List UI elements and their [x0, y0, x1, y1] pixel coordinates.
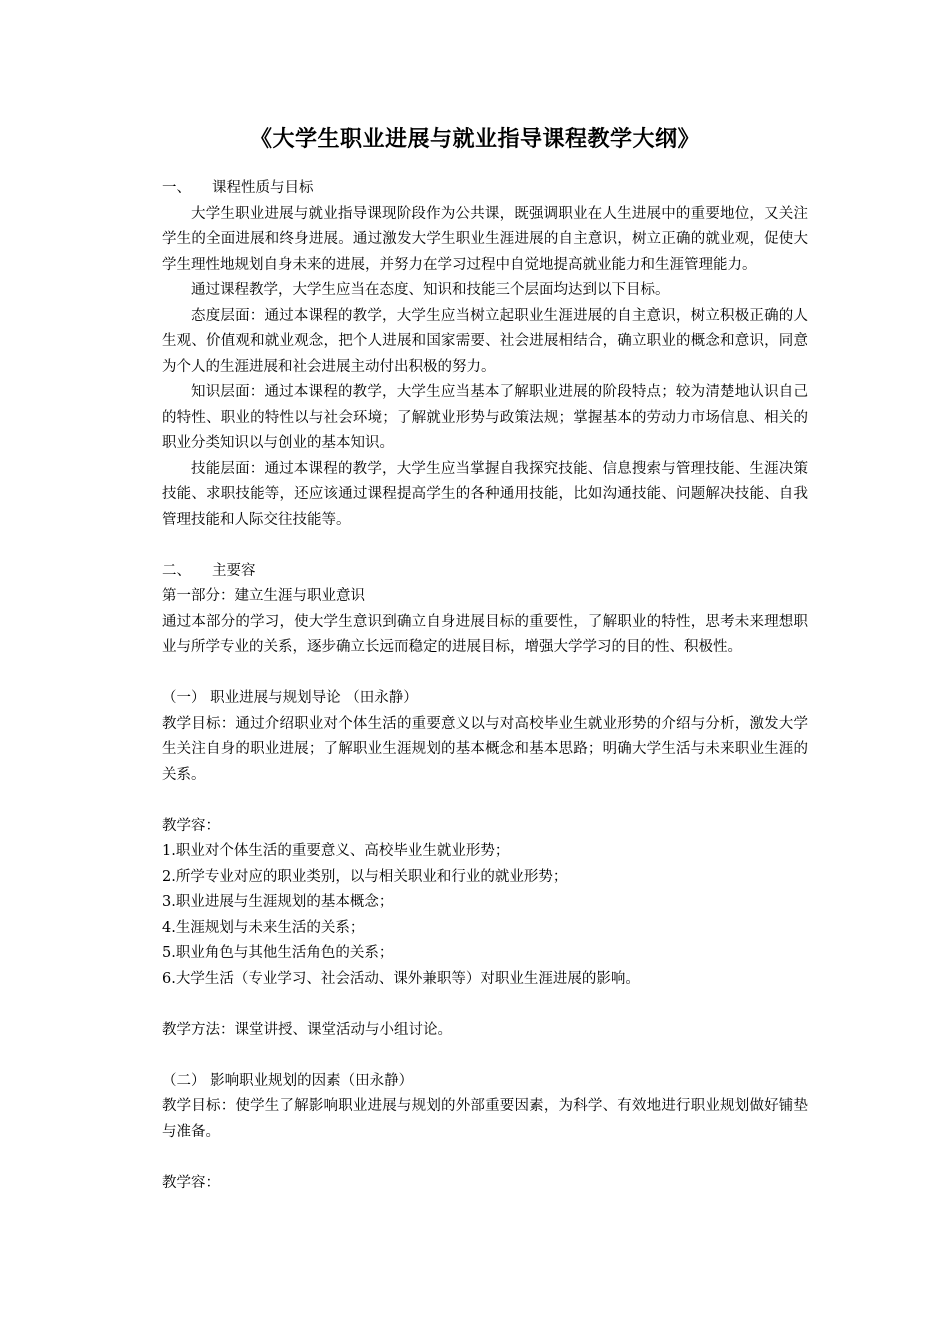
section-title: 主要容	[212, 562, 256, 579]
document-title: 《大学生职业进展与就业指导课程教学大纲》	[249, 127, 700, 152]
part-heading: 第一部分：建立生涯与职业意识	[162, 588, 365, 604]
section-heading	[162, 176, 808, 202]
document-body	[162, 176, 808, 1196]
paragraph: 大学生职业进展与就业指导课现阶段作为公共课，既强调职业在人生进展中的重要地位，又关注学生的全面进展和终身进展。通过激发大学生职业生涯进展的自主意识，树立正确的就业观，促使大学生理性地规划自身未来的进展，并努力在学习过程中自觉地提高就业能力和生涯管理能力。	[162, 205, 808, 273]
unit-heading: （二） 影响职业规划的因素（田永静）	[162, 1072, 414, 1089]
list-item: 3.职业进展与生涯规划的基本概念；	[162, 894, 394, 910]
list-item: 4.生涯规划与未来生活的关系；	[162, 919, 365, 936]
list-item: 5.职业角色与其他生活角色的关系；	[162, 945, 394, 961]
list-item: 2.所学专业对应的职业类别，以与相关职业和行业的就业形势；	[162, 868, 568, 885]
teaching-goal: 教学目标：通过介绍职业对个体生活的重要意义以与对高校毕业生就业形势的介绍与分析，激发大学生关注自身的职业进展；了解职业生涯规划的基本概念和基本思路；明确大学生活与未来职业生涯的关系。	[162, 715, 808, 783]
section-number: 二、	[162, 562, 191, 579]
content-label: 教学容：	[162, 1174, 220, 1191]
paragraph: 知识层面：通过本课程的教学，大学生应当基本了解职业进展的阶段特点；较为清楚地认识自己的特性、职业的特性以与社会环境；了解就业形势与政策法规；掌握基本的劳动力市场信息、相关的职业分类知识以与创业的基本知识。	[162, 384, 808, 451]
list-item: 1.职业对个体生活的重要意义、高校毕业生就业形势；	[162, 843, 510, 859]
content-label: 教学容：	[162, 817, 220, 834]
teaching-goal: 教学目标：使学生了解影响职业进展与规划的外部重要因素，为科学、有效地进行职业规划做好铺垫与准备。	[162, 1098, 808, 1140]
section-heading	[162, 559, 808, 585]
list-item: 6.大学生活（专业学习、社会活动、课外兼职等）对职业生涯进展的影响。	[162, 970, 640, 987]
paragraph: 通过课程教学，大学生应当在态度、知识和技能三个层面均达到以下目标。	[191, 282, 670, 298]
teaching-method: 教学方法：课堂讲授、课堂活动与小组讨论。	[162, 1021, 452, 1038]
section-title: 课程性质与目标	[212, 180, 314, 196]
paragraph: 通过本部分的学习，使大学生意识到确立自身进展目标的重要性，了解职业的特性，思考未来理想职业与所学专业的关系，逐步确立长远而稳定的进展目标，增强大学学习的目的性、积极性。	[162, 613, 808, 655]
paragraph: 态度层面：通过本课程的教学，大学生应当树立起职业生涯进展的自主意识，树立积极正确的人生观、价值观和就业观念，把个人进展和国家需要、社会进展相结合，确立职业的概念和意识，同意为个人的生涯进展和社会进展主动付出积极的努力。	[162, 307, 808, 375]
unit-heading: （一） 职业进展与规划导论 （田永静）	[162, 690, 418, 706]
section-number: 一、	[162, 180, 191, 196]
paragraph: 技能层面：通过本课程的教学，大学生应当掌握自我探究技能、信息搜索与管理技能、生涯决策技能、求职技能等，还应该通过课程提高学生的各种通用技能，比如沟通技能、问题解决技能、自我管理技能和人际交往技能等。	[162, 460, 808, 528]
